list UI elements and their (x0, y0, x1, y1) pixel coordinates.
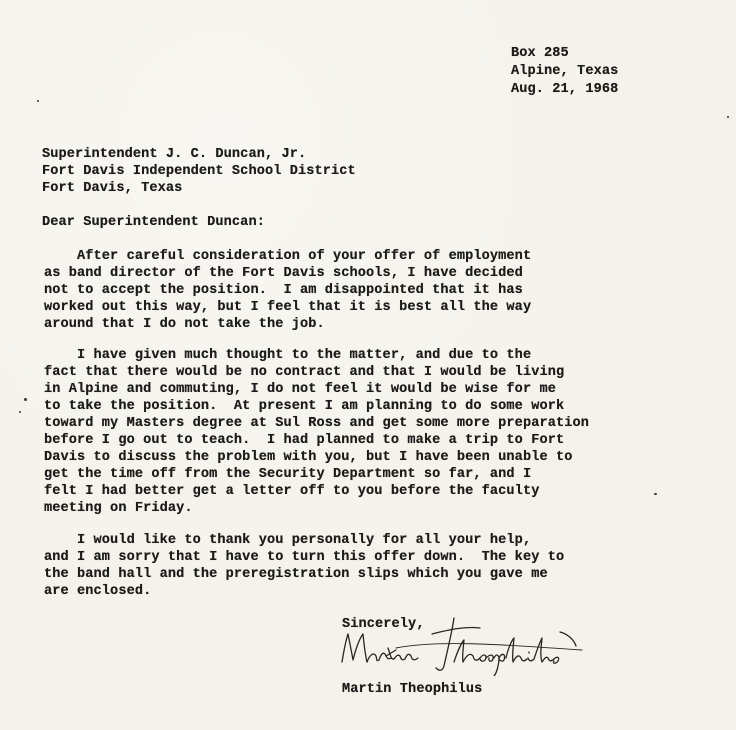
recipient-organization: Fort Davis Independent School District (42, 164, 356, 179)
recipient-city: Fort Davis, Texas (42, 181, 183, 196)
paper-speck (19, 411, 21, 413)
paragraph-1-line: around that I do not take the job. (44, 317, 325, 332)
paragraph-1-line: not to accept the position. I am disappointed that it has (44, 283, 523, 298)
letter-date: Aug. 21, 1968 (511, 82, 619, 97)
paper-speck (37, 100, 39, 102)
return-address-city: Alpine, Texas (511, 64, 619, 79)
paragraph-2-line: I have given much thought to the matter, and due to the (44, 348, 532, 363)
closing: Sincerely, (342, 617, 425, 632)
paragraph-2-line: meeting on Friday. (44, 501, 193, 516)
handwritten-signature (336, 604, 586, 676)
salutation: Dear Superintendent Duncan: (42, 215, 265, 230)
paper-speck (24, 398, 27, 401)
paragraph-2-line: in Alpine and commuting, I do not feel it would be wise for me (44, 382, 556, 397)
paragraph-2-line: Davis to discuss the problem with you, but I have been unable to (44, 450, 573, 465)
paper-speck (654, 493, 657, 495)
paragraph-3-line: I would like to thank you personally for all your help, (44, 533, 532, 548)
paragraph-2-line: felt I had better get a letter off to you before the faculty (44, 484, 540, 499)
paragraph-1-line: After careful consideration of your offer of employment (44, 249, 532, 264)
paragraph-2-line: fact that there would be no contract and that I would be living (44, 365, 565, 380)
paragraph-2-line: get the time off from the Security Department so far, and I (44, 467, 532, 482)
paragraph-3-line: the band hall and the preregistration slips which you gave me (44, 567, 548, 582)
paragraph-1-line: worked out this way, but I feel that it is best all the way (44, 300, 532, 315)
signer-name: Martin Theophilus (342, 682, 483, 697)
paragraph-3-line: and I am sorry that I have to turn this offer down. The key to (44, 550, 565, 565)
paragraph-2-line: to take the position. At present I am planning to do some work (44, 399, 565, 414)
paragraph-1-line: as band director of the Fort Davis schools, I have decided (44, 266, 523, 281)
paper-speck (727, 116, 729, 118)
paragraph-3-line: are enclosed. (44, 584, 152, 599)
paragraph-2-line: toward my Masters degree at Sul Ross and get some more preparation (44, 416, 589, 431)
paragraph-2-line: before I go out to teach. I had planned to make a trip to Fort (44, 433, 565, 448)
recipient-name: Superintendent J. C. Duncan, Jr. (42, 147, 307, 162)
return-address-box: Box 285 (511, 46, 569, 61)
